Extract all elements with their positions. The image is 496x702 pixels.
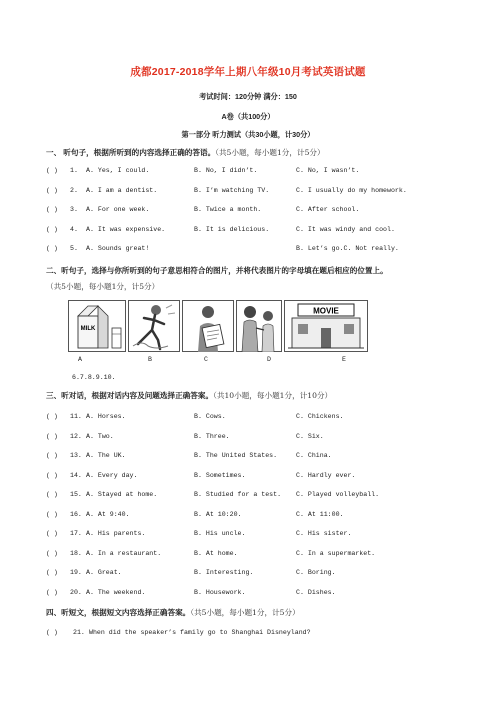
answer-blank[interactable]: ( ) bbox=[46, 549, 58, 557]
option-b: B. Housework. bbox=[194, 588, 246, 596]
option-b: B. Cows. bbox=[194, 413, 226, 420]
question-number: 13. bbox=[70, 452, 82, 459]
answer-blank[interactable]: ( ) bbox=[46, 569, 58, 576]
question-number: 19. bbox=[70, 569, 82, 576]
option-c: C. His sister. bbox=[296, 530, 352, 537]
section4-heading bbox=[46, 608, 300, 618]
picture-strip bbox=[68, 300, 368, 354]
option-a: A. I am a dentist. bbox=[86, 186, 158, 194]
answer-blank[interactable]: ( ) bbox=[46, 491, 58, 498]
milk-label: MILK bbox=[80, 326, 96, 332]
answer-blank[interactable]: ( ) bbox=[46, 452, 58, 459]
option-b: B. Twice a month. bbox=[194, 206, 262, 213]
option-a: A. The UK. bbox=[86, 452, 126, 459]
option-c: B. Let’s go.C. Not really. bbox=[296, 245, 399, 252]
option-a: A. Two. bbox=[86, 432, 114, 440]
answer-blank[interactable]: ( ) bbox=[46, 530, 58, 537]
picture-b-running bbox=[128, 300, 180, 352]
option-b: B. The United States. bbox=[194, 452, 278, 459]
picture-a-milk bbox=[68, 300, 126, 352]
option-a: A. Great. bbox=[86, 569, 122, 576]
question-number: 12. bbox=[70, 432, 82, 440]
section2-heading bbox=[46, 266, 388, 276]
question-number: 15. bbox=[70, 491, 82, 498]
section4-note: （共5小题，每小题1分，计5分） bbox=[190, 608, 300, 617]
option-a: A. At 9:40. bbox=[86, 510, 130, 518]
option-b: B. At home. bbox=[194, 549, 238, 557]
option-a: A. It was expensive. bbox=[86, 225, 166, 233]
picture-c-writing bbox=[182, 300, 234, 352]
exam-info: 考试时间：120分钟 满分：150 bbox=[199, 92, 297, 101]
section2-answer-numbers: 6.7.8.9.10. bbox=[72, 374, 116, 381]
option-a: A. For one week. bbox=[86, 206, 150, 213]
question-text: When did the speaker’s family go to Shanghai Disneyland? bbox=[89, 629, 311, 636]
answer-blank[interactable]: ( ) bbox=[46, 167, 58, 174]
option-b: B. I’m watching TV. bbox=[194, 186, 270, 194]
movie-sign: MOVIE bbox=[313, 306, 339, 316]
question-number: 3. bbox=[70, 206, 78, 213]
question-number: 21. bbox=[73, 629, 85, 636]
option-b: B. It is delicious. bbox=[194, 225, 270, 233]
picture-label-b: B bbox=[148, 356, 152, 363]
option-b: B. No, I didn’t. bbox=[194, 167, 258, 174]
picture-labels bbox=[0, 356, 496, 366]
answer-blank[interactable]: ( ) bbox=[46, 510, 58, 518]
question-number: 2. bbox=[70, 186, 78, 194]
option-a: A. His parents. bbox=[86, 530, 146, 537]
question-number: 5. bbox=[70, 245, 78, 252]
answer-blank[interactable]: ( ) bbox=[46, 588, 58, 596]
option-a: A. Stayed at home. bbox=[86, 491, 158, 498]
answer-blank[interactable]: ( ) bbox=[46, 471, 58, 479]
answer-blank[interactable]: ( ) bbox=[46, 432, 58, 440]
option-a: A. In a restaurant. bbox=[86, 549, 162, 557]
volume-heading: A卷（共100分） bbox=[221, 112, 275, 121]
question-number: 20. bbox=[70, 588, 82, 596]
question-number: 14. bbox=[70, 471, 82, 479]
answer-blank[interactable]: ( ) bbox=[46, 186, 58, 194]
option-c: C. I usually do my homework. bbox=[296, 186, 407, 194]
option-c: C. China. bbox=[296, 452, 332, 459]
answer-blank[interactable]: ( ) bbox=[46, 413, 58, 420]
picture-label-d: D bbox=[267, 356, 271, 363]
option-c: C. After school. bbox=[296, 206, 360, 213]
picture-label-c: C bbox=[204, 356, 208, 363]
option-c: C. Six. bbox=[296, 432, 324, 440]
option-c: C. Boring. bbox=[296, 569, 336, 576]
section2-title: 二、听句子，选择与你所听到的句子意思相符合的图片，并将代表图片的字母填在题后相应的位置上。 bbox=[46, 266, 388, 275]
option-b: B. Studied for a test. bbox=[194, 491, 282, 498]
option-c: C. Chickens. bbox=[296, 413, 344, 420]
option-a: A. Yes, I could. bbox=[86, 167, 150, 174]
question-number: 4. bbox=[70, 225, 78, 233]
section1-heading bbox=[46, 148, 325, 158]
option-c: C. No, I wasn’t. bbox=[296, 167, 360, 174]
picture-label-a: A bbox=[78, 356, 82, 363]
option-c: C. Hardly ever. bbox=[296, 471, 356, 479]
section2-note: （共5小题，每小题1分，计5分） bbox=[46, 282, 160, 291]
option-b: B. Three. bbox=[194, 432, 230, 440]
answer-blank[interactable]: ( ) bbox=[46, 245, 58, 252]
question-number: 17. bbox=[70, 530, 82, 537]
option-c: C. It was windy and cool. bbox=[296, 225, 395, 233]
section2-note-line bbox=[46, 282, 159, 292]
option-a: A. The weekend. bbox=[86, 588, 146, 596]
option-b: B. His uncle. bbox=[194, 530, 246, 537]
option-c: C. At 11:00. bbox=[296, 510, 344, 518]
option-b: B. Sometimes. bbox=[194, 471, 246, 479]
section3-title: 三、听对话，根据对话内容及问题选择正确答案。 bbox=[46, 391, 214, 400]
picture-label-e: E bbox=[342, 356, 346, 363]
answer-blank[interactable]: ( ) bbox=[46, 629, 58, 636]
option-b: B. At 10:20. bbox=[194, 510, 242, 518]
answer-blank[interactable]: ( ) bbox=[46, 206, 58, 213]
question-number: 16. bbox=[70, 510, 82, 518]
exam-title: 成都2017-2018学年上期八年级10月考试英语试题 bbox=[130, 66, 366, 78]
option-a: A. Sounds great! bbox=[86, 245, 150, 252]
question-number: 18. bbox=[70, 549, 82, 557]
section3-heading bbox=[46, 391, 332, 401]
option-a: A. Horses. bbox=[86, 413, 126, 420]
question-number: 1. bbox=[70, 167, 78, 174]
section1-title: 一、 听句子，根据所听到的内容选择正确的答语。 bbox=[46, 148, 216, 157]
section1-note: （共5小题，每小题1分，计5分） bbox=[215, 148, 325, 157]
section4-title: 四、听短文，根据短文内容选择正确答案。 bbox=[46, 608, 191, 617]
picture-d-talking bbox=[236, 300, 282, 352]
option-c: C. Played volleyball. bbox=[296, 491, 380, 498]
part1-heading: 第一部分 听力测试（共30小题，计30分） bbox=[181, 130, 315, 139]
option-c: C. In a supermarket. bbox=[296, 549, 376, 557]
section3-note: （共10小题，每小题1分，计10分） bbox=[213, 391, 333, 400]
option-a: A. Every day. bbox=[86, 471, 138, 479]
option-c: C. Dishes. bbox=[296, 588, 336, 596]
picture-e-movie bbox=[284, 300, 368, 352]
question-number: 11. bbox=[70, 413, 82, 420]
option-b: B. Interesting. bbox=[194, 569, 254, 576]
answer-blank[interactable]: ( ) bbox=[46, 225, 58, 233]
